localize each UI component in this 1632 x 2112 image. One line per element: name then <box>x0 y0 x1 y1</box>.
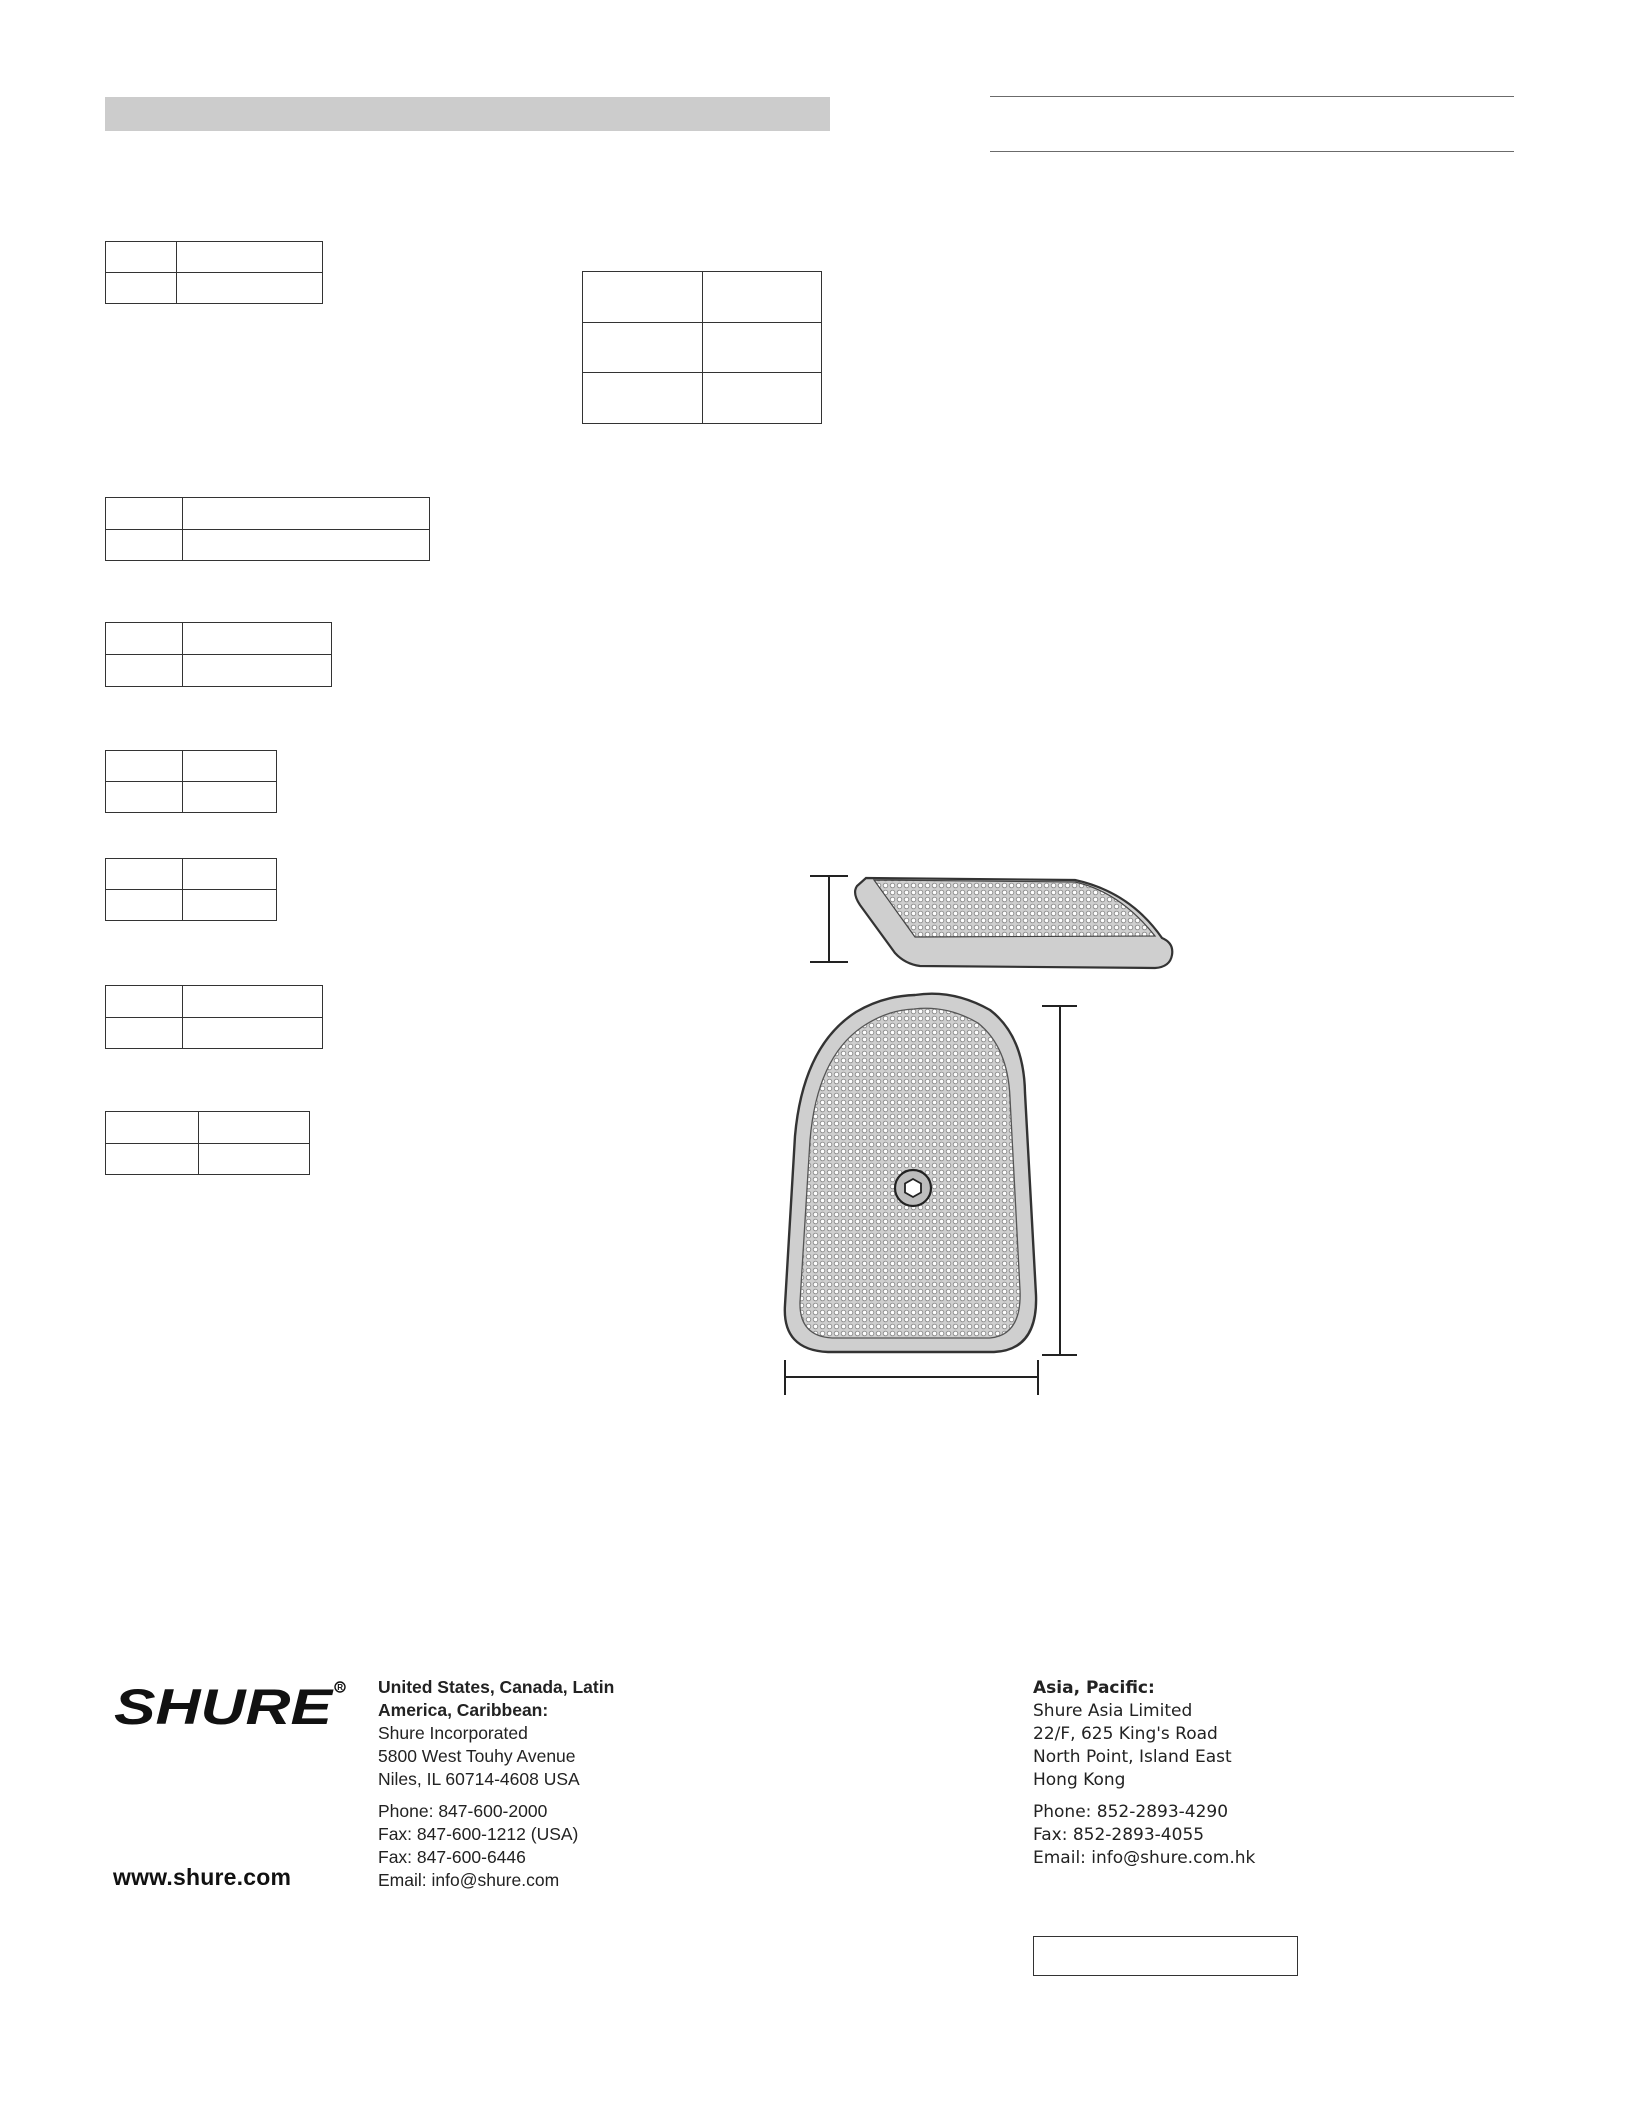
spec-table-6 <box>105 985 323 1049</box>
top-rule <box>990 96 1514 97</box>
asia-phone: Phone: 852-2893-4290 <box>1033 1802 1229 1822</box>
table-cell <box>177 242 323 273</box>
us-fax-2: Fax: 847-600-6446 <box>378 1847 526 1867</box>
table-cell <box>199 1112 310 1144</box>
us-fax: Fax: 847-600-1212 (USA) <box>378 1824 579 1844</box>
us-phone: Phone: 847-600-2000 <box>378 1801 548 1821</box>
asia-address-line: Shure Asia Limited <box>1033 1701 1193 1721</box>
asia-address-block <box>1033 1677 1323 1870</box>
asia-address-line: Hong Kong <box>1033 1770 1126 1790</box>
us-address-line: 5800 West Touhy Avenue <box>378 1746 576 1766</box>
asia-email[interactable]: Email: info@shure.com.hk <box>1033 1848 1256 1868</box>
table-cell <box>183 859 277 890</box>
us-email[interactable]: Email: info@shure.com <box>378 1870 560 1890</box>
document-code-box <box>1033 1936 1298 1976</box>
table-cell <box>106 859 183 890</box>
boundary-microphone-dimension-drawing <box>760 860 1200 1400</box>
table-cell <box>183 655 332 687</box>
asia-address-line: North Point, Island East <box>1033 1747 1232 1767</box>
spec-table-7 <box>105 1111 310 1175</box>
website-link[interactable]: www.shure.com <box>113 1864 292 1890</box>
asia-heading: Asia, Pacific: <box>1033 1678 1155 1698</box>
table-cell <box>183 498 430 530</box>
table-cell <box>106 751 183 782</box>
spec-table-3 <box>105 622 332 687</box>
table-cell <box>106 890 183 921</box>
table-cell <box>703 373 822 424</box>
table-cell <box>183 1017 323 1049</box>
svg-text:R: R <box>337 1683 344 1692</box>
table-cell <box>703 322 822 373</box>
spec-table-2 <box>105 497 430 561</box>
table-cell <box>183 782 277 813</box>
spec-table-right <box>582 271 822 424</box>
spec-table-4 <box>105 750 277 813</box>
table-cell <box>106 273 177 304</box>
table-cell <box>106 782 183 813</box>
mic-top-view <box>785 994 1077 1395</box>
us-address-block <box>378 1676 668 1892</box>
table-cell <box>183 890 277 921</box>
table-cell <box>183 623 332 655</box>
table-cell <box>106 655 183 687</box>
table-cell <box>583 322 703 373</box>
asia-fax: Fax: 852-2893-4055 <box>1033 1825 1205 1845</box>
asia-address-line: 22/F, 625 King's Road <box>1033 1724 1218 1744</box>
table-cell <box>106 242 177 273</box>
table-cell <box>106 623 183 655</box>
table-cell <box>703 272 822 323</box>
table-cell <box>106 498 183 530</box>
us-address-line: Shure Incorporated <box>378 1723 528 1743</box>
table-cell <box>583 272 703 323</box>
spec-table-5 <box>105 858 277 921</box>
table-cell <box>106 529 183 561</box>
table-cell <box>183 529 430 561</box>
table-cell <box>183 751 277 782</box>
table-cell <box>183 986 323 1018</box>
table-cell <box>106 1112 199 1144</box>
spec-table-1 <box>105 241 323 304</box>
us-address-line: Niles, IL 60714-4608 USA <box>378 1769 580 1789</box>
us-heading-line-2: America, Caribbean: <box>378 1700 549 1720</box>
section-header-bar <box>105 97 830 131</box>
table-cell <box>106 1143 199 1175</box>
table-cell <box>106 986 183 1018</box>
shure-logo <box>112 1678 348 1732</box>
table-cell <box>106 1017 183 1049</box>
second-rule <box>990 151 1514 152</box>
table-cell <box>177 273 323 304</box>
us-heading-line-1: United States, Canada, Latin <box>378 1677 615 1697</box>
table-cell <box>583 373 703 424</box>
mic-side-view <box>810 876 1172 968</box>
logo-wordmark: SHURE <box>114 1679 335 1732</box>
table-cell <box>199 1143 310 1175</box>
